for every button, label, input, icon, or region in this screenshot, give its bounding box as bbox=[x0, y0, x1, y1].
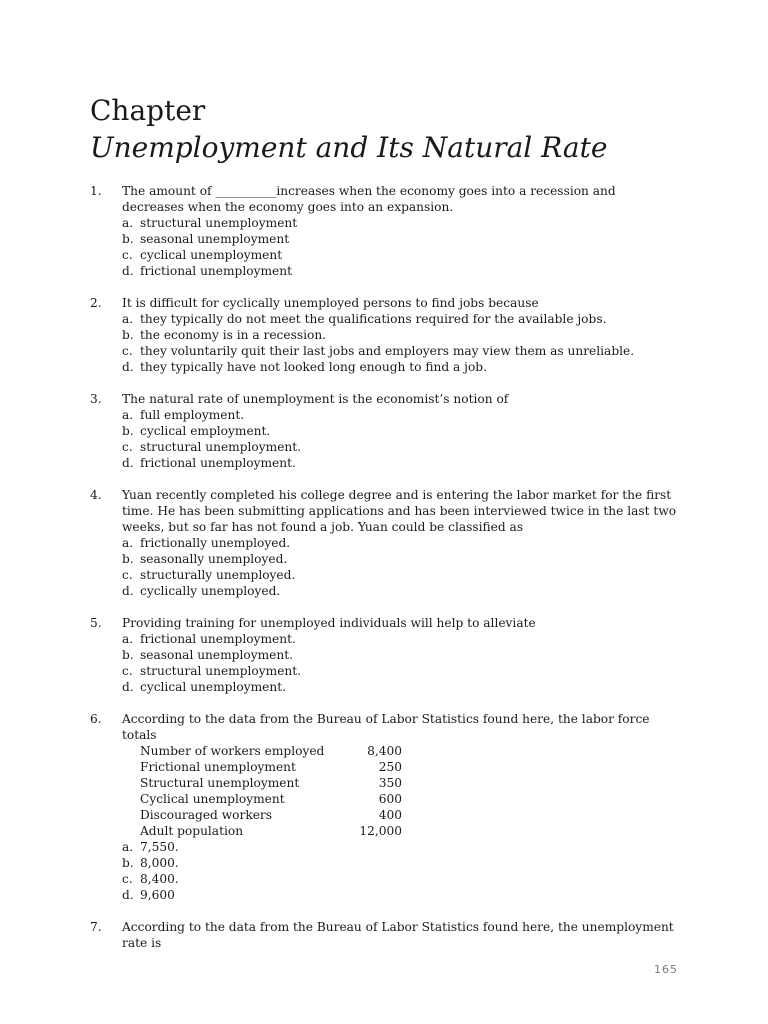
table-row bbox=[140, 775, 402, 791]
option-text: full employment. bbox=[140, 408, 245, 422]
option-letter: c. bbox=[122, 344, 133, 358]
table-row-label: Frictional unemployment bbox=[140, 760, 296, 774]
table-row-label: Number of workers employed bbox=[140, 744, 325, 758]
table-row-value: 8,400 bbox=[367, 744, 402, 758]
option-letter: b. bbox=[122, 232, 134, 246]
answer-option bbox=[122, 631, 680, 647]
question-number: 4. bbox=[90, 488, 102, 502]
option-letter: a. bbox=[122, 632, 134, 646]
question-stem: The amount of __________increases when the economy goes into a recession and decreases when the economy goes into an expansion. bbox=[122, 184, 616, 214]
table-row-value: 350 bbox=[378, 776, 402, 790]
question-1 bbox=[90, 183, 680, 279]
option-text: they typically do not meet the qualifications required for the available jobs. bbox=[140, 312, 607, 326]
question-number: 2. bbox=[90, 296, 102, 310]
answer-option bbox=[122, 439, 680, 455]
answer-option bbox=[122, 583, 680, 599]
page-number: 165 bbox=[654, 963, 678, 976]
question-stem: The natural rate of unemployment is the economist’s notion of bbox=[122, 392, 509, 406]
labor-data-table bbox=[140, 743, 402, 839]
table-row-label: Discouraged workers bbox=[140, 808, 272, 822]
option-text: structural unemployment. bbox=[140, 440, 302, 454]
answer-option bbox=[122, 423, 680, 439]
option-text: frictional unemployment bbox=[140, 264, 292, 278]
answer-option bbox=[122, 663, 680, 679]
answer-option bbox=[122, 263, 680, 279]
question-4 bbox=[90, 487, 680, 599]
option-letter: b. bbox=[122, 328, 134, 342]
option-text: 7,550. bbox=[140, 840, 179, 854]
option-letter: a. bbox=[122, 536, 134, 550]
answer-option bbox=[122, 311, 680, 327]
option-text: 8,400. bbox=[140, 872, 179, 886]
option-letter: d. bbox=[122, 584, 134, 598]
answer-options bbox=[122, 407, 680, 471]
question-number: 1. bbox=[90, 184, 102, 198]
answer-options bbox=[122, 535, 680, 599]
table-row bbox=[140, 759, 402, 775]
answer-option bbox=[122, 887, 680, 903]
question-body bbox=[122, 295, 680, 375]
chapter-title: Unemployment and Its Natural Rate bbox=[90, 131, 608, 164]
table-row-value: 600 bbox=[378, 792, 402, 806]
question-stem: It is difficult for cyclically unemployed persons to find jobs because bbox=[122, 296, 539, 310]
option-text: they typically have not looked long enough to find a job. bbox=[140, 360, 487, 374]
option-text: structural unemployment bbox=[140, 216, 298, 230]
table-row-label: Structural unemployment bbox=[140, 776, 300, 790]
answer-options bbox=[122, 631, 680, 695]
answer-option bbox=[122, 455, 680, 471]
table-row bbox=[140, 743, 402, 759]
answer-option bbox=[122, 839, 680, 855]
table-row-value: 12,000 bbox=[359, 824, 402, 838]
option-text: cyclical unemployment. bbox=[140, 680, 286, 694]
question-body bbox=[122, 183, 680, 279]
option-letter: a. bbox=[122, 216, 134, 230]
option-letter: c. bbox=[122, 872, 133, 886]
question-stem: According to the data from the Bureau of Labor Statistics found here, the unemployment rate is bbox=[122, 920, 674, 950]
option-text: cyclical employment. bbox=[140, 424, 271, 438]
option-text: the economy is in a recession. bbox=[140, 328, 327, 342]
option-text: seasonal unemployment. bbox=[140, 648, 293, 662]
answer-options bbox=[122, 839, 680, 903]
option-letter: c. bbox=[122, 568, 133, 582]
question-5 bbox=[90, 615, 680, 695]
chapter-label: Chapter bbox=[90, 94, 206, 127]
question-7 bbox=[90, 919, 680, 951]
question-number: 3. bbox=[90, 392, 102, 406]
option-text: frictional unemployment. bbox=[140, 632, 296, 646]
question-list bbox=[90, 183, 680, 967]
option-letter: b. bbox=[122, 648, 134, 662]
table-row bbox=[140, 791, 402, 807]
option-text: frictional unemployment. bbox=[140, 456, 296, 470]
option-text: seasonal unemployment bbox=[140, 232, 290, 246]
option-letter: c. bbox=[122, 664, 133, 678]
option-letter: d. bbox=[122, 680, 134, 694]
answer-option bbox=[122, 551, 680, 567]
question-stem: According to the data from the Bureau of Labor Statistics found here, the labor force totals bbox=[122, 712, 650, 742]
question-number: 6. bbox=[90, 712, 102, 726]
answer-options bbox=[122, 215, 680, 279]
answer-option bbox=[122, 679, 680, 695]
question-body bbox=[122, 391, 680, 471]
answer-option bbox=[122, 535, 680, 551]
answer-option bbox=[122, 567, 680, 583]
table-row-label: Cyclical unemployment bbox=[140, 792, 285, 806]
option-letter: d. bbox=[122, 264, 134, 278]
answer-option bbox=[122, 407, 680, 423]
option-letter: c. bbox=[122, 248, 133, 262]
question-number: 7. bbox=[90, 920, 102, 934]
table-row-value: 400 bbox=[378, 808, 402, 822]
answer-option bbox=[122, 871, 680, 887]
answer-option bbox=[122, 359, 680, 375]
question-body bbox=[122, 615, 680, 695]
option-text: they voluntarily quit their last jobs and employers may view them as unreliable. bbox=[140, 344, 635, 358]
option-letter: d. bbox=[122, 360, 134, 374]
option-letter: d. bbox=[122, 456, 134, 470]
answer-option bbox=[122, 215, 680, 231]
question-body bbox=[122, 711, 680, 903]
table-row bbox=[140, 807, 402, 823]
option-text: 8,000. bbox=[140, 856, 179, 870]
answer-option bbox=[122, 247, 680, 263]
question-stem: Yuan recently completed his college degree and is entering the labor market for the first time. He has been submitting applications and has been interviewed twice in the last two weeks, but so far has not found a job. Yuan could be classified as bbox=[122, 488, 677, 534]
answer-option bbox=[122, 343, 680, 359]
table-row-label: Adult population bbox=[140, 824, 244, 838]
option-letter: b. bbox=[122, 552, 134, 566]
question-body bbox=[122, 487, 680, 599]
question-body bbox=[122, 919, 680, 951]
question-6 bbox=[90, 711, 680, 903]
answer-option bbox=[122, 855, 680, 871]
option-text: structural unemployment. bbox=[140, 664, 302, 678]
table-row-value: 250 bbox=[378, 760, 402, 774]
option-letter: b. bbox=[122, 856, 134, 870]
question-number: 5. bbox=[90, 616, 102, 630]
option-text: frictionally unemployed. bbox=[140, 536, 291, 550]
answer-option bbox=[122, 647, 680, 663]
option-letter: b. bbox=[122, 424, 134, 438]
option-letter: c. bbox=[122, 440, 133, 454]
answer-option bbox=[122, 231, 680, 247]
option-letter: a. bbox=[122, 408, 134, 422]
option-letter: a. bbox=[122, 840, 134, 854]
option-text: 9,600 bbox=[140, 888, 175, 902]
option-letter: a. bbox=[122, 312, 134, 326]
question-stem: Providing training for unemployed individuals will help to alleviate bbox=[122, 616, 536, 630]
answer-option bbox=[122, 327, 680, 343]
option-text: cyclical unemployment bbox=[140, 248, 283, 262]
option-letter: d. bbox=[122, 888, 134, 902]
option-text: cyclically unemployed. bbox=[140, 584, 281, 598]
option-text: structurally unemployed. bbox=[140, 568, 296, 582]
table-row bbox=[140, 823, 402, 839]
question-3 bbox=[90, 391, 680, 471]
question-2 bbox=[90, 295, 680, 375]
answer-options bbox=[122, 311, 680, 375]
option-text: seasonally unemployed. bbox=[140, 552, 288, 566]
